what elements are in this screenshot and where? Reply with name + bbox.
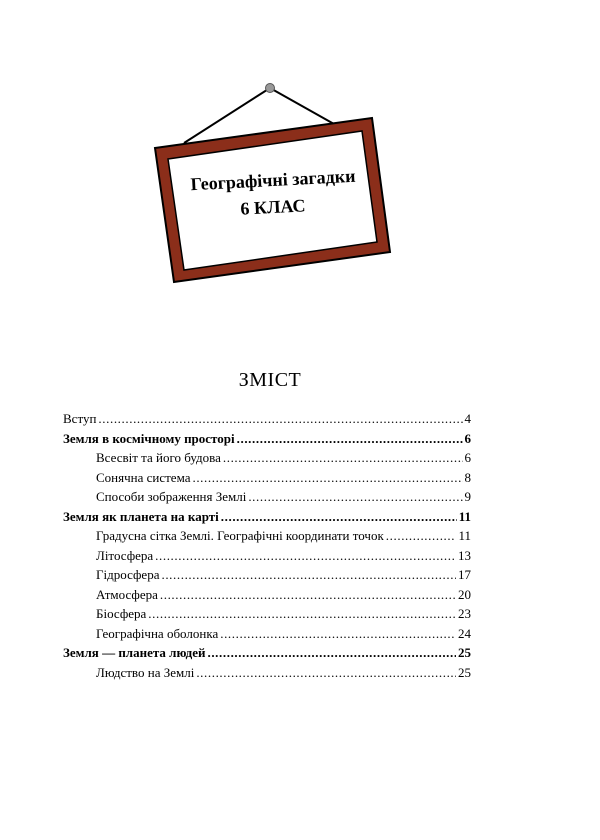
toc-leader-dots bbox=[160, 585, 456, 605]
toc-entry-page: 11 bbox=[458, 508, 471, 524]
toc-leader-dots bbox=[248, 487, 462, 507]
toc-entry-label: Земля в космічному просторі bbox=[63, 430, 235, 446]
toc-entry bbox=[63, 507, 471, 527]
toc-leader-dots bbox=[220, 624, 456, 644]
toc-entry-label: Всесвіт та його будова bbox=[96, 450, 221, 465]
toc-entry-page: 6 bbox=[464, 430, 471, 446]
toc-entry-label: Земля як планета на карті bbox=[63, 508, 219, 524]
toc-leader-dots bbox=[161, 565, 456, 585]
toc-entry bbox=[63, 526, 471, 546]
toc-leader-dots bbox=[221, 507, 457, 527]
toc-entry-page: 24 bbox=[458, 625, 471, 641]
toc-entry bbox=[63, 546, 471, 566]
toc-leader-dots bbox=[196, 663, 456, 683]
toc-entry-label: Атмосфера bbox=[96, 586, 158, 602]
toc-entry-label: Сонячна система bbox=[96, 469, 191, 485]
pin-icon bbox=[266, 84, 275, 93]
toc-entry-label: Географічна оболонка bbox=[96, 625, 219, 641]
hanging-string-right bbox=[270, 88, 334, 124]
toc-entry-label: Земля — планета людей bbox=[63, 645, 206, 660]
toc-entry bbox=[63, 487, 471, 507]
toc-entry-page: 6 bbox=[464, 450, 471, 465]
toc-entry-label: Людство на Землі bbox=[96, 664, 195, 680]
toc-leader-dots bbox=[223, 448, 463, 468]
sign-title: Географічні загадки bbox=[190, 165, 356, 195]
toc-leader-dots bbox=[192, 468, 462, 488]
table-of-contents bbox=[63, 409, 471, 682]
toc-entry-label: Вступ bbox=[63, 411, 97, 426]
toc-entry-label: Біосфера bbox=[96, 606, 147, 621]
toc-entry bbox=[63, 624, 471, 644]
toc-entry-page: 9 bbox=[464, 489, 471, 504]
toc-leader-dots bbox=[207, 643, 456, 663]
toc-entry-page: 20 bbox=[458, 586, 471, 602]
toc-entry bbox=[63, 585, 471, 605]
toc-entry bbox=[63, 604, 471, 624]
toc-entry-page: 11 bbox=[458, 528, 471, 543]
toc-entry-label: Градусна сітка Землі. Географічні координати точок bbox=[96, 528, 384, 543]
toc-entry-label: Гідросфера bbox=[96, 567, 160, 582]
toc-entry-page: 25 bbox=[458, 664, 471, 680]
toc-entry bbox=[63, 663, 471, 683]
toc-leader-dots bbox=[148, 604, 456, 624]
toc-entry bbox=[63, 643, 471, 663]
toc-entry bbox=[63, 409, 471, 429]
toc-entry bbox=[63, 468, 471, 488]
toc-entry-page: 8 bbox=[464, 469, 471, 485]
toc-entry-page: 23 bbox=[458, 606, 471, 621]
toc-entry bbox=[63, 429, 471, 449]
toc-heading: ЗМІСТ bbox=[238, 369, 302, 391]
toc-entry bbox=[63, 448, 471, 468]
toc-leader-dots bbox=[155, 546, 456, 566]
toc-entry-page: 13 bbox=[458, 547, 471, 563]
toc-leader-dots bbox=[386, 526, 457, 546]
toc-entry-label: Способи зображення Землі bbox=[96, 489, 247, 504]
toc-leader-dots bbox=[98, 409, 462, 429]
hanging-sign-illustration bbox=[0, 0, 600, 300]
toc-entry-page: 25 bbox=[458, 645, 471, 660]
toc-entry-page: 4 bbox=[464, 411, 471, 426]
toc-entry-label: Літосфера bbox=[96, 547, 154, 563]
sign-grade: 6 КЛАС bbox=[239, 195, 307, 219]
toc-leader-dots bbox=[237, 429, 463, 449]
toc-entry bbox=[63, 565, 471, 585]
toc-entry-page: 17 bbox=[458, 567, 471, 582]
